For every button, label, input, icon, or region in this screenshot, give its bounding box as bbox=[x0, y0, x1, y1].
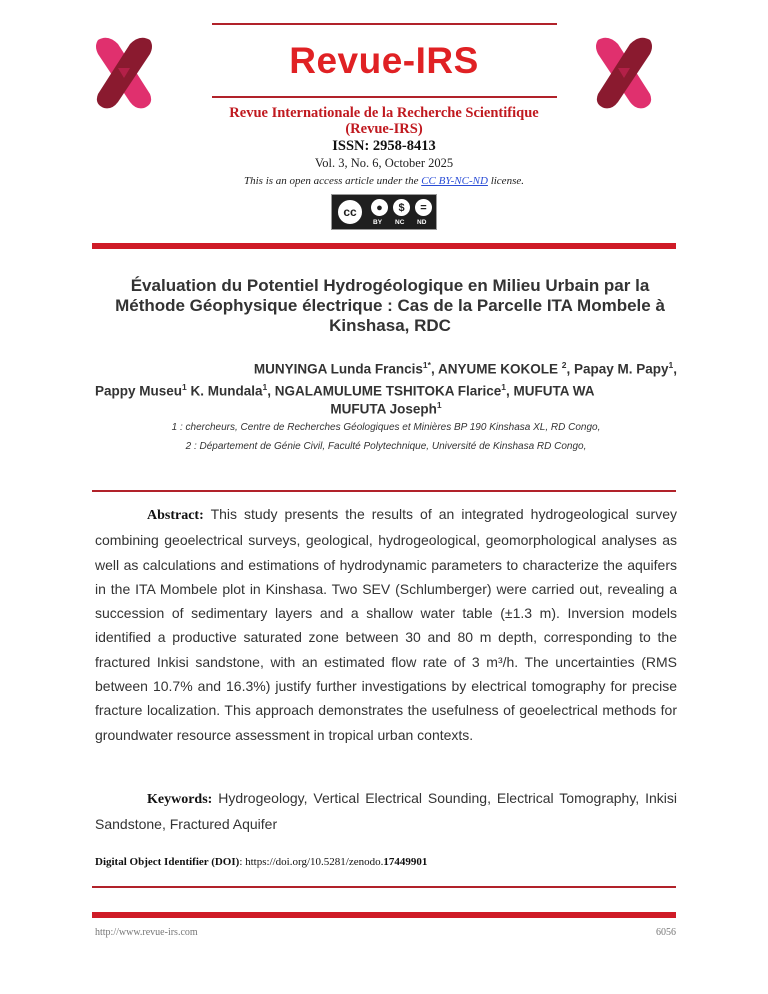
abstract-top-rule bbox=[92, 490, 676, 492]
open-access-note: This is an open access article under the CC BY-NC-ND license. bbox=[244, 175, 524, 187]
page-number: 6056 bbox=[656, 927, 676, 938]
issn: ISSN: 2958-8413 bbox=[332, 138, 436, 154]
authors-line-2: Pappy Museu$^1$ K. Mundala$^1$, NGALAMULUME TSHITOKA Flarice$^1$, MUFUTA WA bbox=[95, 382, 595, 399]
noderivatives-icon: = bbox=[414, 198, 433, 217]
cc-license-badge[interactable] bbox=[331, 194, 437, 230]
header-top-rule bbox=[212, 23, 557, 25]
affiliation-2: 2 : Département de Génie Civil, Faculté Polytechnique, Université de Kinshasa RD Congo, bbox=[185, 441, 587, 452]
cc-by-label: BY bbox=[373, 219, 383, 226]
doi-bottom-rule bbox=[92, 886, 676, 888]
cc-nd-label: ND bbox=[417, 219, 427, 226]
cc-nc-label: NC bbox=[395, 219, 405, 226]
volume-info: Vol. 3, No. 6, October 2025 bbox=[314, 156, 454, 170]
license-link[interactable]: CC BY-NC-ND bbox=[421, 175, 488, 187]
journal-name: Revue Internationale de la Recherche Scientifique (Revue-IRS) bbox=[229, 105, 539, 137]
noncommercial-icon: $ bbox=[392, 198, 411, 217]
header-divider bbox=[92, 243, 676, 249]
footer-divider bbox=[92, 912, 676, 918]
abstract-label: Abstract: bbox=[147, 508, 204, 523]
cc-icon: cc bbox=[336, 198, 364, 226]
keywords: Keywords: Hydrogeology, Vertical Electrical Sounding, Electrical Tomography, Inkisi Sandstone, Fractured Aquifer bbox=[95, 790, 677, 832]
affiliation-1: 1 : chercheurs, Centre de Recherches Géologiques et Minières BP 190 Kinshasa XL, RD Congo, bbox=[171, 422, 601, 433]
logo-title: Revue-IRS bbox=[289, 40, 479, 81]
doi: Digital Object Identifier (DOI): https://doi.org/10.5281/zenodo.17449901 bbox=[95, 856, 428, 868]
abstract bbox=[95, 502, 677, 747]
authors-line-1: MUNYINGA Lunda Francis$^{1*}$, ANYUME KOKOLE $^2$, Papay M. Papy$^1$, bbox=[253, 360, 677, 377]
footer-url[interactable]: http://www.revue-irs.com bbox=[95, 927, 198, 938]
header-mid-rule bbox=[212, 96, 557, 98]
abstract-text: This study presents the results of an integrated hydrogeological survey combining geoelectrical surveys, geological, hydrogeological, geomorphological analyses as well as calculations and estimations of hydrodynamic parameters to characterize the aquifers in the ITA Mombele plot in Kinshasa. Two SEV (Schlumberger) were carried out, revealing a succession of sedimentary layers and a shallow water table (±1.3 m). Inversion models identified a productive saturated zone between 30 and 80 m depth, corresponding to the fractured Inkisi sandstone, with an estimated flow rate of 3 m³/h. The uncertainties (RMS between 10.7% and 16.3%) justify further investigations by electrical tomography for precise fracture localization. This approach demonstrates the usefulness of geoelectrical methods for groundwater resource assessment in tropical urban contexts. bbox=[95, 506, 677, 743]
authors-line-3: MUFUTA Joseph$^1$ bbox=[330, 400, 442, 417]
keywords-text: Hydrogeology, Vertical Electrical Sounding, Electrical Tomography, Inkisi Sandstone, Fractured Aquifer bbox=[95, 790, 677, 832]
article-title: Évaluation du Potentiel Hydrogéologique en Milieu Urbain par la Méthode Géophysique électrique : Cas de la Parcelle ITA Mombele à Kinshasa, RDC bbox=[115, 276, 665, 335]
attribution-icon: ● bbox=[370, 198, 389, 217]
keywords-label: Keywords bbox=[147, 792, 208, 807]
doi-link[interactable]: https://doi.org/10.5281/zenodo. bbox=[245, 856, 384, 868]
